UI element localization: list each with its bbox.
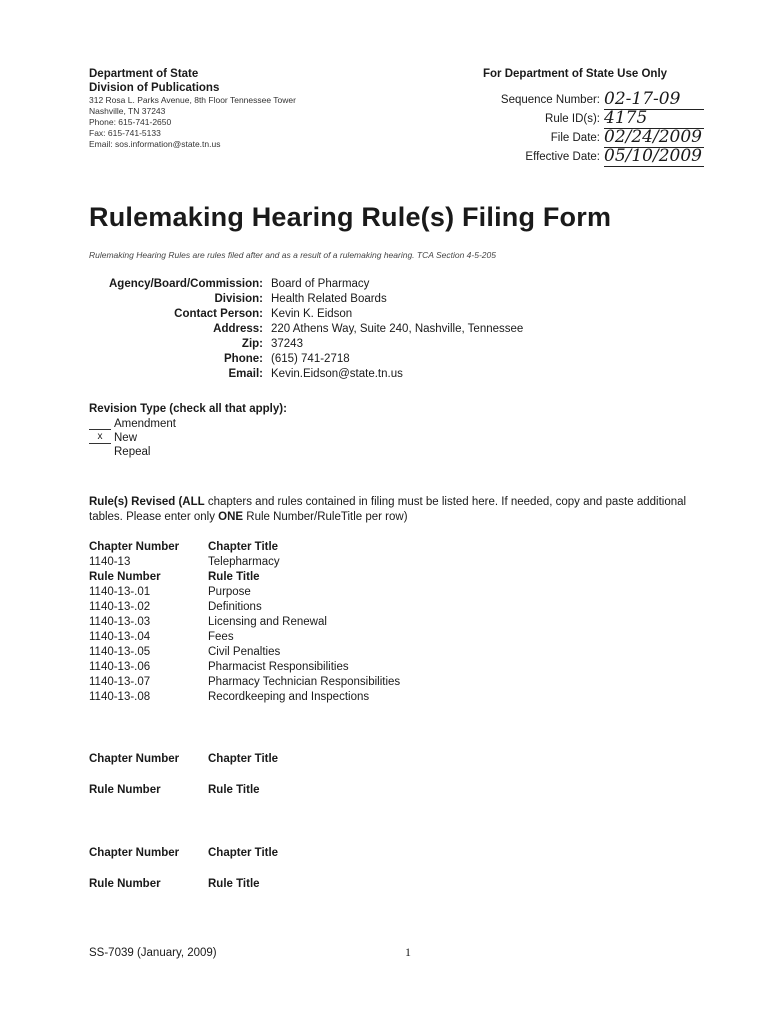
rule-number[interactable]: 1140-13-.05 (89, 646, 151, 658)
chapter-number-header: Chapter Number (89, 541, 180, 553)
rules-revised-instructions (89, 495, 699, 525)
table-header-row (89, 877, 699, 892)
table-row (89, 600, 699, 615)
revision-option-repeal[interactable] (89, 445, 589, 459)
file-date-value: 02/24/2009 (604, 127, 704, 148)
zip-label: Zip: (241, 338, 263, 350)
division-value: Health Related Boards (271, 293, 387, 305)
email-line: Email: sos.information@state.tn.us (89, 139, 221, 149)
rule-number[interactable]: 1140-13-.08 (89, 691, 151, 703)
rules-revised-one: ONE (218, 511, 244, 523)
chapter-title[interactable]: Telepharmacy (208, 556, 280, 568)
rule-title-header: Rule Title (208, 784, 260, 796)
revision-type (89, 402, 589, 459)
rule-number-header: Rule Number (89, 784, 161, 796)
division-name: Division of Publications (89, 82, 220, 94)
table-row (89, 585, 699, 600)
email-value: Kevin.Eidson@state.tn.us (271, 368, 403, 380)
rule-title[interactable]: Pharmacist Responsibilities (208, 661, 349, 673)
phone-row (89, 352, 689, 367)
division-row (89, 292, 689, 307)
fax-line: Fax: 615-741-5133 (89, 128, 161, 138)
rule-number[interactable]: 1140-13-.03 (89, 616, 151, 628)
chapter-title-header: Chapter Title (208, 847, 279, 859)
table-row (89, 555, 699, 570)
revision-title: Revision Type (check all that apply): (89, 403, 287, 415)
agency-info (89, 277, 689, 382)
chapter-number[interactable]: 1140-13 (89, 556, 131, 568)
rule-title-header: Rule Title (208, 571, 260, 583)
rule-number[interactable]: 1140-13-.07 (89, 676, 151, 688)
table-row (89, 690, 699, 705)
chapter-title-header: Chapter Title (208, 753, 279, 765)
rule-title-header: Rule Title (208, 878, 260, 890)
new-checkbox[interactable]: x (89, 431, 111, 444)
rule-id-row (470, 108, 710, 127)
zip-value: 37243 (271, 338, 303, 350)
rule-table-3 (89, 846, 699, 892)
address-label: Address: (213, 323, 263, 335)
agency-value: Board of Pharmacy (271, 278, 370, 290)
amendment-label: Amendment (114, 418, 177, 430)
new-label: New (114, 432, 138, 444)
contact-row (89, 307, 689, 322)
table-header-row (89, 540, 699, 555)
rule-table-1 (89, 540, 699, 705)
form-id: SS-7039 (January, 2009) (89, 947, 217, 959)
page-title: Rulemaking Hearing Rule(s) Filing Form (89, 202, 612, 232)
contact-label: Contact Person: (174, 308, 263, 320)
header-left (89, 67, 419, 150)
phone-value: (615) 741-2718 (271, 353, 350, 365)
rule-number-header: Rule Number (89, 571, 161, 583)
agency-label: Agency/Board/Commission: (109, 278, 263, 290)
table-row (89, 660, 699, 675)
table-header-row (89, 846, 699, 861)
sequence-number-label: Sequence Number: (500, 94, 600, 106)
rule-title[interactable]: Fees (208, 631, 234, 643)
rule-title[interactable]: Licensing and Renewal (208, 616, 327, 628)
chapter-title-header: Chapter Title (208, 541, 279, 553)
effective-date-row (470, 146, 710, 165)
rule-number[interactable]: 1140-13-.02 (89, 601, 151, 613)
table-header-row (89, 783, 699, 798)
zip-row (89, 337, 689, 352)
table-row (89, 645, 699, 660)
table-header-row (89, 752, 699, 767)
rule-title[interactable]: Recordkeeping and Inspections (208, 691, 370, 703)
email-row (89, 367, 689, 382)
chapter-number-header: Chapter Number (89, 847, 180, 859)
sequence-number-row (470, 89, 710, 108)
rule-number-header: Rule Number (89, 878, 161, 890)
rule-number[interactable]: 1140-13-.04 (89, 631, 151, 643)
rule-id-value: 4175 (604, 108, 704, 129)
effective-date-value: 05/10/2009 (604, 146, 704, 167)
state-use-title: For Department of State Use Only (483, 68, 668, 80)
rule-title[interactable]: Civil Penalties (208, 646, 281, 658)
address-line2: Nashville, TN 37243 (89, 106, 166, 116)
file-date-row (470, 127, 710, 146)
chapter-number-header: Chapter Number (89, 753, 180, 765)
division-label: Division: (214, 293, 263, 305)
address-value: 220 Athens Way, Suite 240, Nashville, Tennessee (271, 323, 524, 335)
file-date-label: File Date: (550, 132, 600, 144)
rule-title[interactable]: Pharmacy Technician Responsibilities (208, 676, 401, 688)
dept-name: Department of State (89, 68, 199, 80)
rule-title[interactable]: Purpose (208, 586, 251, 598)
page-number: 1 (405, 945, 411, 959)
phone-line: Phone: 615-741-2650 (89, 117, 172, 127)
rule-title[interactable]: Definitions (208, 601, 262, 613)
rule-number[interactable]: 1140-13-.01 (89, 586, 151, 598)
rules-revised-text2: Rule Number/RuleTitle per row) (243, 511, 408, 523)
revision-option-new[interactable] (89, 431, 589, 445)
rules-revised-lead: Rule(s) Revised (ALL (89, 496, 205, 508)
effective-date-label: Effective Date: (525, 151, 600, 163)
repeal-label: Repeal (114, 446, 151, 458)
email-label: Email: (228, 368, 263, 380)
rules-revised-text1: chapters and rules contained in filing must be listed here. If needed, copy and paste additional tables. Please enter only (89, 496, 687, 523)
address-row (89, 322, 689, 337)
contact-value: Kevin K. Eidson (271, 308, 353, 320)
revision-option-amendment[interactable] (89, 417, 589, 431)
address-line1: 312 Rosa L. Parks Avenue, 8th Floor Tennessee Tower (89, 95, 296, 105)
rule-number[interactable]: 1140-13-.06 (89, 661, 151, 673)
amendment-checkbox[interactable] (89, 417, 111, 430)
table-row (89, 675, 699, 690)
rule-table-2 (89, 752, 699, 798)
agency-row (89, 277, 689, 292)
table-header-row (89, 570, 699, 585)
state-use-box (470, 67, 710, 165)
sequence-number-value: 02-17-09 (604, 89, 704, 110)
repeal-checkbox[interactable] (89, 445, 111, 457)
rule-id-label: Rule ID(s): (545, 113, 600, 125)
table-row (89, 615, 699, 630)
phone-label: Phone: (224, 353, 263, 365)
table-row (89, 630, 699, 645)
page-subtitle: Rulemaking Hearing Rules are rules filed after and as a result of a rulemaking hearing. TCA Section 4-5-205 (89, 250, 496, 260)
